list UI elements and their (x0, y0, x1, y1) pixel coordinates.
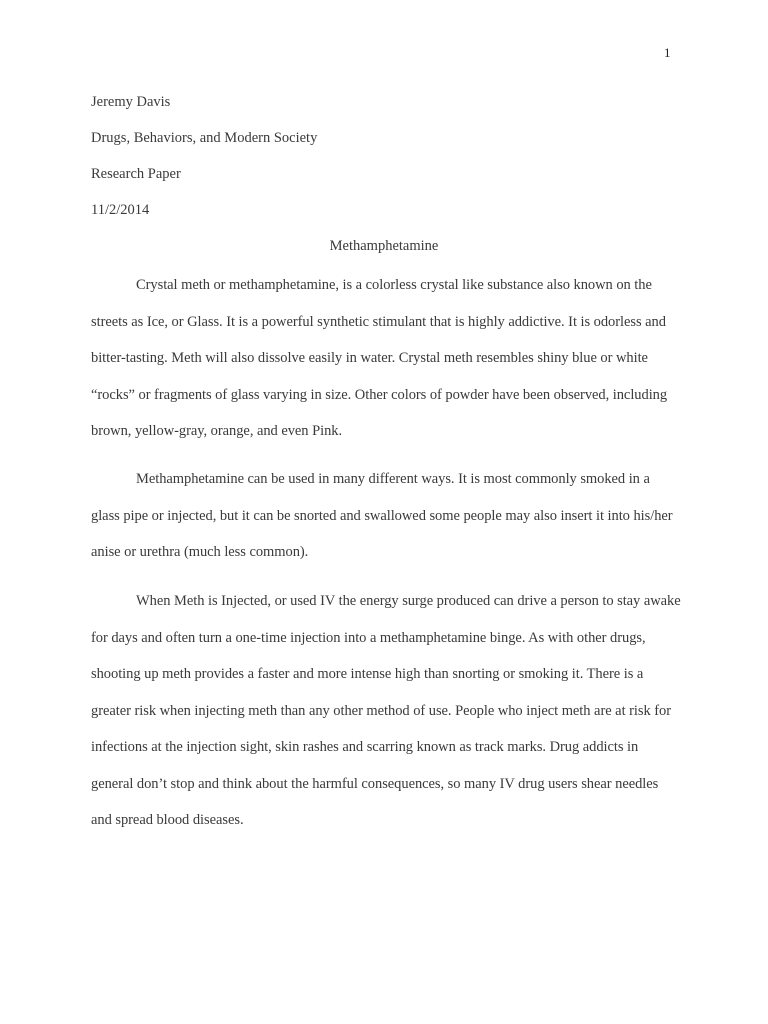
course-name: Drugs, Behaviors, and Modern Society (91, 130, 318, 146)
paper-type: Research Paper (91, 166, 181, 182)
body-paragraph: Methamphetamine can be used in many different ways. It is most commonly smoked in a glass pipe or injected, but it can be snorted and swallowed some people may also insert it into his/her anise or urethra (much less common). (91, 471, 673, 560)
page-number: 1 (664, 45, 671, 60)
body-paragraph: Crystal meth or methamphetamine, is a colorless crystal like substance also known on the streets as Ice, or Glass. It is a powerful synthetic stimulant that is highly addictive. It is odorless and bitter-tasting. Meth will also dissolve easily in water. Crystal meth resembles shiny blue or white “rocks” or fragments of glass varying in size. Other colors of powder have been observed, including brown, yellow-gray, orange, and even Pink. (91, 277, 668, 439)
paper-title: Methamphetamine (329, 238, 439, 254)
paper-date: 11/2/2014 (91, 202, 150, 218)
author-name: Jeremy Davis (91, 94, 171, 110)
body-paragraph: When Meth is Injected, or used IV the energy surge produced can drive a person to stay awake for days and often turn a one-time injection into a methamphetamine binge. As with other drugs, shooting up meth provides a faster and more intense high than snorting or smoking it. There is a greater risk when injecting meth than any other method of use. People who inject meth are at risk for infections at the injection sight, skin rashes and scarring known as track marks. Drug addicts in general don’t stop and think about the harmful consequences, so many IV drug users shear needles and spread blood diseases. (91, 593, 681, 828)
